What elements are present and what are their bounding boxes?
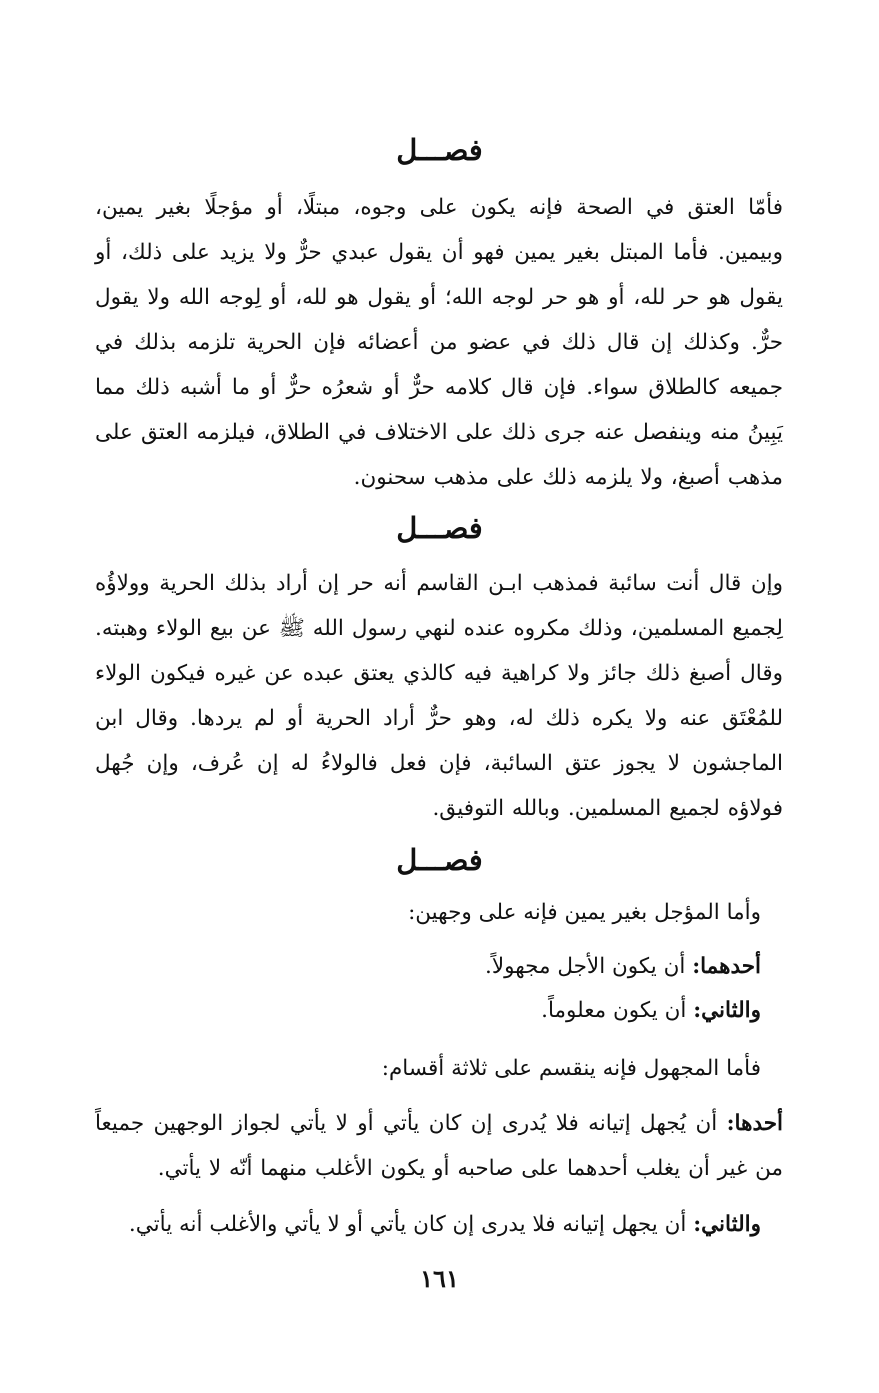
list-item-first bbox=[485, 944, 761, 989]
list-item-label: والثاني: bbox=[693, 998, 761, 1023]
section-intro-secondary: فأما المجهول فإنه ينقسم على ثلاثة أقسام: bbox=[381, 1056, 761, 1081]
list-item-text: أن يكون الأجل مجهولاً. bbox=[485, 954, 693, 979]
section-heading-1: فصـــل bbox=[396, 133, 483, 167]
section-paragraph-1: فأمّا العتق في الصحة فإنه يكون على وجوه، مبتلًا، أو مؤجلًا بغير يمين، وبيمين. فأما المبتل بغير يمين فهو أن يقول عبدي حرٌّ ولا يزيد على ذلك، أو يقول هو حر لله، أو هو حر لوجه الله؛ أو يقول هو لله، أو لِوجه الله ولا يقول حرٌّ. وكذلك إن قال ذلك في عضو من أعضائه فإن الحرية تلزمه بذلك في جميعه كالطلاق سواء. فإن قال كلامه حرٌّ أو شعرُه حرٌّ أو ما أشبه ذلك مما يَبِينُ منه وينفصل عنه جرى ذلك على الاختلاف في الطلاق، فيلزمه العتق على مذهب أصبغ، ولا يلزمه ذلك على مذهب سحنون. bbox=[95, 195, 783, 490]
division-text: أن يُجهل إتيانه فلا يُدرى إن كان يأتي أو لا يأتي لجواز الوجهين جميعاً من غير أن يغلب أحدهما على صاحبه أو يكون الأغلب منهما أنّه لا يأتي. bbox=[95, 1111, 783, 1181]
list-item-label: أحدهما: bbox=[692, 954, 761, 979]
division-first bbox=[95, 1101, 783, 1191]
division-second bbox=[129, 1202, 761, 1247]
list-item-second bbox=[541, 988, 761, 1033]
section-heading-3: فصـــل bbox=[396, 843, 483, 877]
section-heading-2: فصـــل bbox=[396, 511, 483, 545]
division-label: أحدها: bbox=[726, 1111, 783, 1136]
division-text: أن يجهل إتيانه فلا يدرى إن كان يأتي أو لا يأتي والأغلب أنه يأتي. bbox=[128, 1212, 694, 1237]
division-label: والثاني: bbox=[693, 1212, 761, 1237]
list-item-text: أن يكون معلوماً. bbox=[541, 998, 694, 1023]
section-intro: وأما المؤجل بغير يمين فإنه على وجهين: bbox=[408, 900, 761, 925]
section-paragraph-2: وإن قال أنت سائبة فمذهب ابـن القاسم أنه حر إن أراد بذلك الحرية وولاؤُه لِجميع المسلمين، وذلك مكروه عنده لنهي رسول الله ﷺ عن بيع الولاء وهبته. وقال أصبغ ذلك جائز ولا كراهية فيه كالذي يعتق عبده عن غيره فيكون الولاء للمُعْتَق عنه ولا يكره ذلك له، وهو حرٌّ أراد الحرية أو لم يردها. وقال ابن الماجشون لا يجوز عتق السائبة، فإن فعل فالولاءُ له إن عُرف، وإن جُهل فولاؤه لجميع المسلمين. وبالله التوفيق. bbox=[95, 571, 783, 821]
page-number: ١٦١ bbox=[420, 1264, 459, 1293]
